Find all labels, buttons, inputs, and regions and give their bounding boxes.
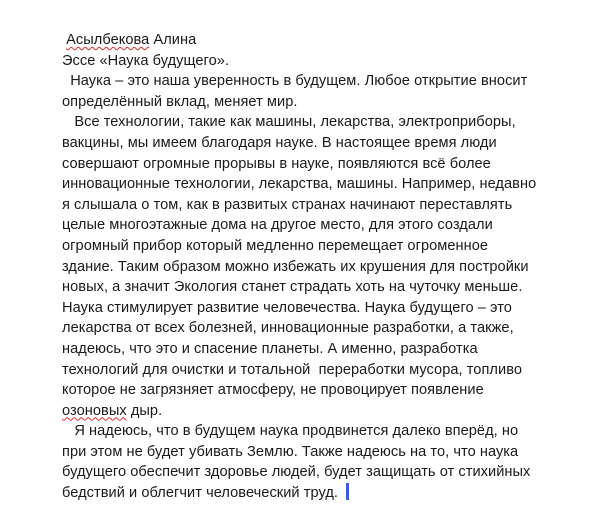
text-line: здание. Таким образом можно избежать их крушения для постройки — [62, 258, 529, 275]
text-line: совершают огромные прорывы в науке, появляются всё более — [62, 155, 491, 172]
text-fragment: бедствий и облегчит человеческий труд. — [62, 485, 339, 502]
text-line: новых, а значит Экология станет страдать хоть на чуточку меньше. — [62, 279, 523, 296]
author-surname: Асылбекова — [66, 32, 150, 48]
text-line: Наука стимулирует развитие человечества. Наука будущего – это — [62, 299, 512, 316]
text-line: вакцины, мы имеем благодаря науке. В настоящее время люди — [62, 134, 497, 151]
last-text-line — [62, 483, 582, 504]
text-line: при этом не будет убивать Землю. Также надеюсь на то, что наука — [62, 443, 519, 460]
document-page[interactable] — [62, 30, 582, 504]
text-line: надеюсь, что это и спасение планеты. А именно, разработка — [62, 340, 478, 357]
text-line: Все технологии, такие как машины, лекарства, электроприборы, — [62, 114, 516, 131]
text-line: Я надеюсь, что в будущем наука продвинется далеко вперёд, но — [62, 423, 519, 440]
text-line — [62, 401, 582, 422]
text-line: инновационные технологии, лекарства, машины. Например, недавно — [62, 176, 537, 193]
misspelled-word: озоновых — [62, 402, 127, 419]
text-line: будущего обеспечит здоровье людей, будет защищать от стихийных — [62, 464, 531, 481]
essay-title: Эссе «Наука будущего». — [62, 52, 230, 69]
text-line: лекарства от всех болезней, инновационные разработки, а также, — [62, 320, 514, 337]
text-line: которое не загрязняет атмосферу, не провоцирует появление — [62, 382, 484, 399]
text-cursor — [346, 483, 349, 500]
text-fragment: дыр. — [126, 402, 163, 419]
author-name: Алина — [149, 32, 197, 48]
text-line: технологий для очистки и тотальной переработки мусора, топливо — [62, 361, 522, 378]
text-line: целые многоэтажные дома на другое место, для этого создали — [62, 217, 493, 234]
text-line: определённый вклад, меняет мир. — [62, 93, 298, 110]
text-line: я слышала о том, как в развитых странах начинают переставлять — [62, 196, 513, 213]
text-line: огромный прибор который медленно перемещает огроменное — [62, 237, 489, 254]
author-line — [62, 30, 582, 51]
text-line: Наука – это наша уверенность в будущем. Любое открытие вносит — [62, 73, 528, 90]
